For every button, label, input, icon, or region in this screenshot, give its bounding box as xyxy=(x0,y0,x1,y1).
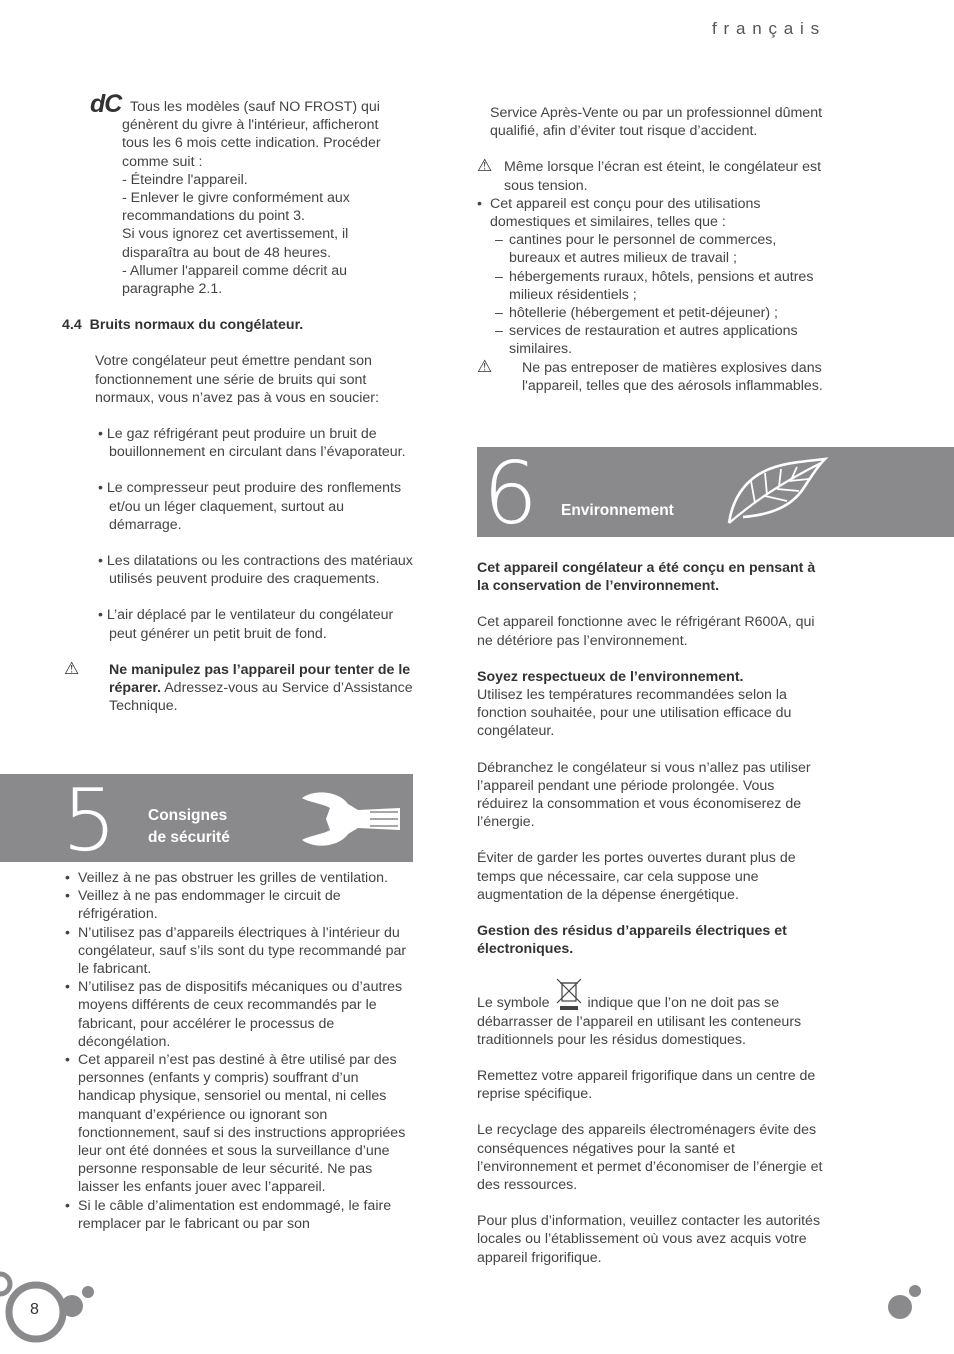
safety-item: • Veillez à ne pas obstruer les grilles de ventilation. xyxy=(62,869,414,887)
left-column xyxy=(62,90,414,715)
safety-item: • Si le câble d’alimentation est endommagé, le faire remplacer par le fabricant ou par son xyxy=(62,1197,414,1233)
doors-text: Éviter de garder les portes ouvertes durant plus de temps que nécessaire, car cela suppose une augmentation de la dépense énergétique. xyxy=(477,850,796,903)
respect-title: Soyez respectueux de l’environnement. xyxy=(477,668,744,685)
wrench-icon xyxy=(296,790,404,848)
section-5-number: 5 xyxy=(62,771,117,871)
domestic-use-item: – cantines pour le personnel de commerces, bureaux et autres milieux de travail ; xyxy=(477,231,827,267)
dc-line: génèrent du givre à l'intérieur, afficheront xyxy=(122,117,379,134)
safety-item: • Cet appareil n’est pas destiné à être utilisé par des personnes (enfants y compris) souffrant d’un handicap physique, sensoriel ou mental, ni celles manquant d’expérience ou ignorant son fonctionnement, sauf si des instructions appropriées leur ont été données et sous la surveillance d’une personne responsable de leur sécurité. Ne pas laisser les enfants jouer avec l’appareil. xyxy=(62,1051,414,1197)
decorative-circles-left xyxy=(0,1262,100,1354)
environment-content xyxy=(477,559,827,1267)
section-6-title: Environnement xyxy=(561,502,674,519)
decorative-circles-right xyxy=(880,1280,930,1330)
screen-warning: ⚠ Même lorsque l’écran est éteint, le congélateur est sous tension. xyxy=(477,156,822,194)
repair-warning xyxy=(62,658,414,716)
return-text: Remettez votre appareil frigorifique dans un centre de reprise spécifique. xyxy=(477,1068,816,1103)
safety-list xyxy=(62,869,414,1233)
dc-line: comme suit : xyxy=(122,153,203,170)
dc-display-code: dC xyxy=(90,90,122,118)
section-4-4-title: 4.4 Bruits normaux du congélateur. xyxy=(62,317,304,334)
safety-item: • N’utilisez pas d’appareils électriques à l’intérieur du congélateur, sauf s’ils sont du type recommandé par le fabricant. xyxy=(62,924,414,979)
safety-item: • Veillez à ne pas endommager le circuit de réfrigération. xyxy=(62,887,414,923)
domestic-use-item: – services de restauration et autres applications similaires. xyxy=(477,322,827,358)
repair-warning-bold: Ne manipulez pas l’appareil pour tenter de le réparer. xyxy=(109,661,411,697)
explosive-warning: ⚠ Ne pas entreposer de matières explosives dans l'appareil, telles que des aérosols inflammables. xyxy=(477,356,823,394)
dc-line: Tous les modèles (sauf NO FROST) qui xyxy=(130,99,380,115)
domestic-use-item: – hébergements ruraux, hôtels, pensions et autres milieux résidentiels ; xyxy=(477,268,827,304)
recycling-text: Le recyclage des appareils électroménagers évite des conséquences négatives pour la santé et l’environnement et permet d’économiser de l’énergie et des ressources. xyxy=(477,1122,823,1194)
safety-item: • N’utilisez pas de dispositifs mécaniques ou d’autres moyens différents de ceux recommandés par le fabricant, pour accélérer le processus de décongélation. xyxy=(62,978,414,1051)
page-number: 8 xyxy=(30,1301,39,1318)
section-6-number: 6 xyxy=(483,444,538,544)
dc-line: recommandations du point 3. xyxy=(122,208,305,225)
noise-item: • Le compresseur peut produire des ronflements et/ou un léger claquement, surtout au démarrage. xyxy=(98,480,402,533)
dc-line: Si vous ignorez cet avertissement, il xyxy=(122,226,349,243)
dc-line: - Éteindre l'appareil. xyxy=(122,171,248,188)
noise-item: • Le gaz réfrigérant peut produire un bruit de bouillonnement en circulant dans l’évaporateur. xyxy=(98,426,406,461)
waste-title: Gestion des résidus d’appareils électriques et électroniques. xyxy=(477,923,787,958)
noise-item: • Les dilatations ou les contractions des matériaux utilisés peuvent produire des craquements. xyxy=(98,553,413,588)
domestic-use-list xyxy=(477,231,827,358)
more-info-text: Pour plus d’information, veuillez contacter les autorités locales ou l’établissement où vous avez acquis votre appareil frigorifique. xyxy=(477,1213,821,1266)
noise-item: • L’air déplacé par le ventilateur du congélateur peut générer un petit bruit de fond. xyxy=(98,607,394,642)
leaf-icon xyxy=(725,455,829,527)
dc-line: paragraphe 2.1. xyxy=(122,281,223,298)
crossed-bin-icon xyxy=(554,977,584,1011)
env-intro: Cet appareil congélateur a été conçu en pensant à la conservation de l’environnement. xyxy=(477,560,816,595)
warning-triangle-icon: ⚠ xyxy=(477,156,493,176)
dc-line: tous les 6 mois cette indication. Procéder xyxy=(122,135,381,152)
right-column xyxy=(477,104,827,395)
dc-line: disparaîtra au bout de 48 heures. xyxy=(122,244,332,261)
respect-text: Utilisez les températures recommandées selon la fonction souhaitée, pour une utilisation efficace du congélateur. xyxy=(477,687,792,740)
safety-list-container xyxy=(62,869,414,1233)
repair-warning-text: Adressez-vous au Service d’Assistance Technique. xyxy=(109,680,413,715)
domestic-use-intro: • Cet appareil est conçu pour des utilisations domestiques et similaires, telles que : xyxy=(477,195,827,231)
unplug-text: Débranchez le congélateur si vous n’allez pas utiliser l’appareil pendant une période prolongée. Vous réduirez la consommation et vous économiserez de l’énergie. xyxy=(477,759,811,831)
env-r600a: Cet appareil fonctionne avec le réfrigérant R600A, qui ne détériore pas l’environnement. xyxy=(477,614,815,649)
section-5-banner xyxy=(0,771,413,871)
section-5-title: Consignes de sécurité xyxy=(148,807,230,846)
warning-triangle-icon: ⚠ xyxy=(477,356,493,376)
service-continuation: Service Après-Vente ou par un professionnel dûment qualifié, afin d’éviter tout risque d’accident. xyxy=(490,105,823,140)
dc-line: - Allumer l'appareil comme décrit au xyxy=(122,262,348,279)
domestic-use-item: – hôtellerie (hébergement et petit-déjeuner) ; xyxy=(477,304,827,322)
noises-intro: Votre congélateur peut émettre pendant son fonctionnement une série de bruits qui sont normaux, vous n’avez pas à vous en soucier: xyxy=(95,353,379,406)
warning-triangle-icon: ⚠ xyxy=(64,658,80,678)
weee-text: Le symbole indique que l’on ne doit pas se débarrasser de l’appareil en utilisant les conteneurs traditionnels pour les résidus domestiques. xyxy=(477,994,827,1049)
section-6-banner xyxy=(477,444,954,544)
language-label: français xyxy=(712,19,826,38)
dc-code-block xyxy=(62,90,414,298)
dc-line: - Enlever le givre conformément aux xyxy=(122,190,350,207)
